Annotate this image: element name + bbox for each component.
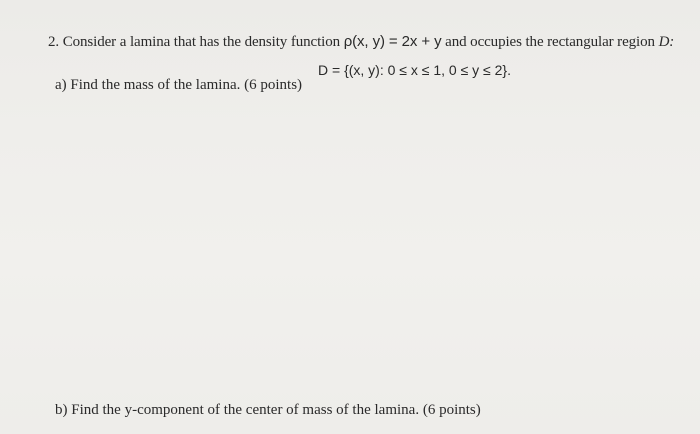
statement-tail: and occupies the rectangular region bbox=[445, 34, 655, 50]
part-b-label: b) bbox=[55, 402, 68, 418]
part-a-question bbox=[55, 77, 302, 94]
problem-number: 2. bbox=[48, 34, 60, 50]
region-definition: D = {(x, y): 0 ≤ x ≤ 1, 0 ≤ y ≤ 2}. bbox=[318, 62, 511, 78]
statement-lead: Consider a lamina that has the density function bbox=[62, 34, 341, 50]
part-a-label: a) bbox=[55, 77, 67, 93]
density-function: ρ(x, y) = 2x + y bbox=[343, 33, 442, 50]
problem-statement bbox=[48, 33, 674, 51]
region-symbol: D: bbox=[658, 34, 675, 50]
part-b-text: Find the y-component of the center of mass of the lamina. (6 points) bbox=[71, 402, 481, 418]
part-b-question bbox=[55, 402, 481, 419]
part-a-text: Find the mass of the lamina. (6 points) bbox=[70, 77, 303, 93]
